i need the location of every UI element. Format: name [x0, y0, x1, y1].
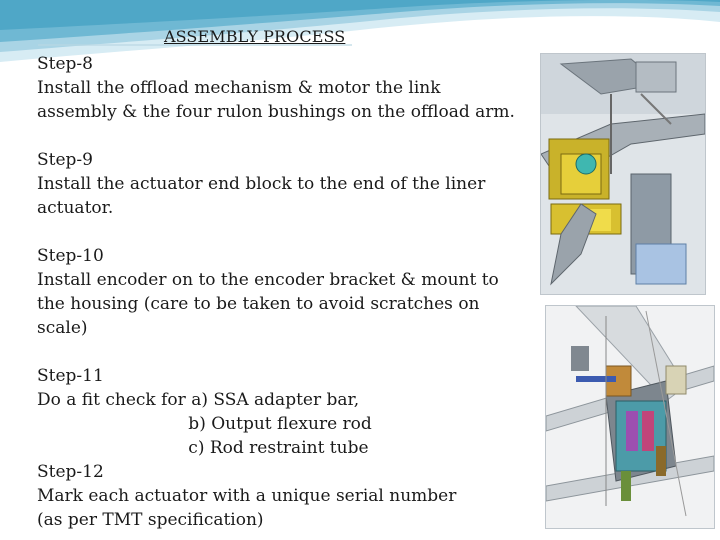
step-text-line: Do a fit check for a) SSA adapter bar, [37, 390, 360, 410]
step-text-line: actuator. [37, 198, 114, 218]
step-text-line: (as per TMT specification) [37, 510, 264, 530]
step-text-line: Install encoder on to the encoder bracket & mount to [37, 270, 499, 290]
step-text-line: scale) [37, 318, 88, 338]
offload-mechanism-image [540, 53, 706, 295]
step-11 [37, 364, 527, 460]
step-text-line: Install the actuator end block to the end of the liner [37, 174, 486, 194]
page-title: ASSEMBLY PROCESS [164, 27, 346, 46]
actuator-assembly-image [545, 305, 715, 529]
step-label: Step-11 [37, 366, 104, 386]
step-9 [37, 148, 527, 220]
steps-list [37, 52, 527, 532]
step-8 [37, 52, 527, 124]
offload-mechanism-render [541, 54, 705, 294]
actuator-assembly-render [546, 306, 714, 528]
step-text-line: b) Output flexure rod [37, 414, 372, 434]
step-label: Step-12 [37, 462, 104, 482]
step-text-line: Install the offload mechanism & motor the link [37, 78, 441, 98]
step-text-line: Mark each actuator with a unique serial number [37, 486, 457, 506]
step-label: Step-8 [37, 54, 93, 74]
step-text-line: the housing (care to be taken to avoid scratches on [37, 294, 480, 314]
step-label: Step-9 [37, 150, 93, 170]
step-12 [37, 460, 527, 532]
step-label: Step-10 [37, 246, 104, 266]
step-text-line: c) Rod restraint tube [37, 438, 369, 458]
step-text-line: assembly & the four rulon bushings on the offload arm. [37, 102, 515, 122]
step-10 [37, 244, 527, 340]
